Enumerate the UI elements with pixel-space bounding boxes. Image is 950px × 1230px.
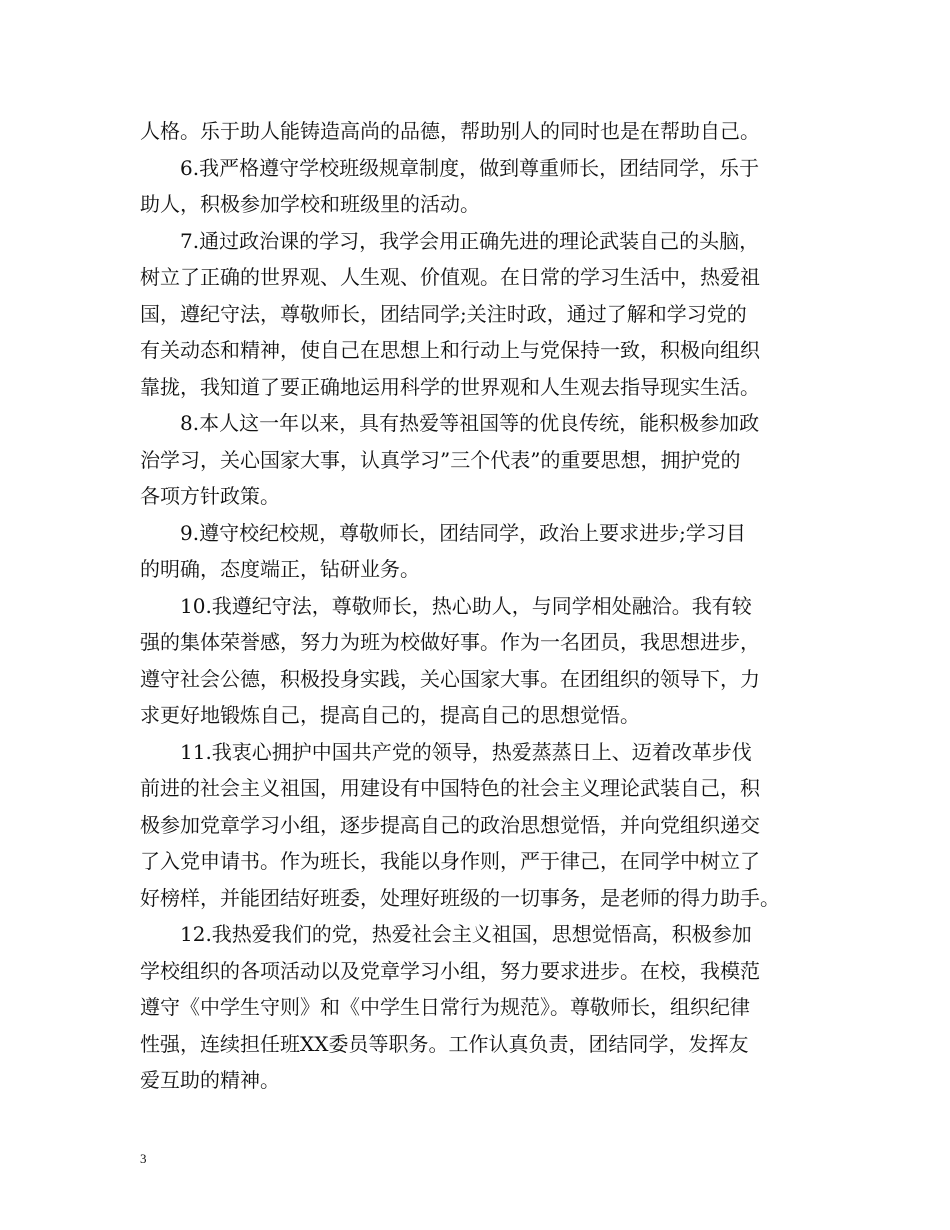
- text-line: 10.我遵纪守法，尊敬师长，热心助人，与同学相处融洽。我有较: [180, 593, 752, 618]
- text-line: 人格。乐于助人能铸造高尚的品德，帮助别人的同时也是在帮助自己。: [140, 119, 760, 143]
- text-line: 靠拢，我知道了要正确地运用科学的世界观和人生观去指导现实生活。: [140, 374, 760, 399]
- paragraph-item-6: [140, 150, 820, 223]
- text-line: 遵守社会公德，积极投身实践，关心国家大事。在团组织的领导下，力: [140, 666, 760, 691]
- text-line: 各项方针政策。: [140, 484, 280, 508]
- text-line: 求更好地锻炼自己，提高自己的，提高自己的思想觉悟。: [140, 703, 640, 727]
- paragraph-item-12: [140, 916, 820, 1099]
- text-line: 9.遵守校纪校规，尊敬师长，团结同学，政治上要求进步;学习目: [180, 520, 746, 545]
- paragraph-item-11: [140, 734, 820, 917]
- text-line: 极参加党章学习小组，逐步提高自己的政治思想觉悟，并向党组织递交: [140, 812, 760, 837]
- text-line: 6.我严格遵守学校班级规章制度，做到尊重师长，团结同学，乐于: [180, 155, 760, 180]
- text-line: 国，遵纪守法，尊敬师长，团结同学;关注时政，通过了解和学习党的: [140, 301, 747, 326]
- text-line: 有关动态和精神，使自己在思想上和行动上与党保持一致，积极向组织: [140, 338, 760, 362]
- text-line: 12.我热爱我们的党，热爱社会主义祖国，思想觉悟高，积极参加: [180, 922, 752, 946]
- text-line: 了入党申请书。作为班长，我能以身作则，严于律己，在同学中树立了: [140, 849, 760, 873]
- text-line: 11.我衷心拥护中国共产党的领导，热爱蒸蒸日上、迈着改革步伐: [180, 739, 752, 764]
- text-line: 前进的社会主义祖国，用建设有中国特色的社会主义理论武装自己，积: [140, 776, 760, 800]
- document-body: [140, 113, 820, 1099]
- paragraph-item-8: [140, 405, 820, 515]
- text-line: 强的集体荣誉感，努力为班为校做好事。作为一名团员，我思想进步，: [140, 630, 760, 654]
- text-line: 树立了正确的世界观、人生观、价值观。在日常的学习生活中，热爱祖: [140, 265, 760, 289]
- text-line: 8.本人这一年以来，具有热爱等祖国等的优良传统，能积极参加政: [180, 411, 760, 435]
- text-line: 好榜样，并能团结好班委，处理好班级的一切事务，是老师的得力助手。: [140, 885, 780, 910]
- page-number: 3: [140, 1151, 147, 1166]
- text-line: 遵守《中学生守则》和《中学生日常行为规范》。尊敬师长，组织纪律: [140, 995, 750, 1019]
- paragraph-item-10: [140, 588, 820, 734]
- text-line: 助人，积极参加学校和班级里的活动。: [140, 192, 480, 216]
- text-line: 学校组织的各项活动以及党章学习小组，努力要求进步。在校，我模范: [140, 958, 760, 983]
- text-line: 7.通过政治课的学习，我学会用正确先进的理论武装自己的头脑，: [180, 228, 760, 253]
- text-line: 治学习，关心国家大事，认真学习”三个代表”的重要思想，拥护党的: [140, 447, 741, 472]
- paragraph-item-9: [140, 515, 820, 588]
- paragraph-item-7: [140, 223, 820, 406]
- text-line: 的明确，态度端正，钻研业务。: [140, 557, 420, 581]
- text-line: 性强，连续担任班XX委员等职务。工作认真负责，团结同学，发挥友: [140, 1031, 749, 1056]
- paragraph-continuation: [140, 113, 820, 150]
- text-line: 爱互助的精神。: [140, 1068, 280, 1092]
